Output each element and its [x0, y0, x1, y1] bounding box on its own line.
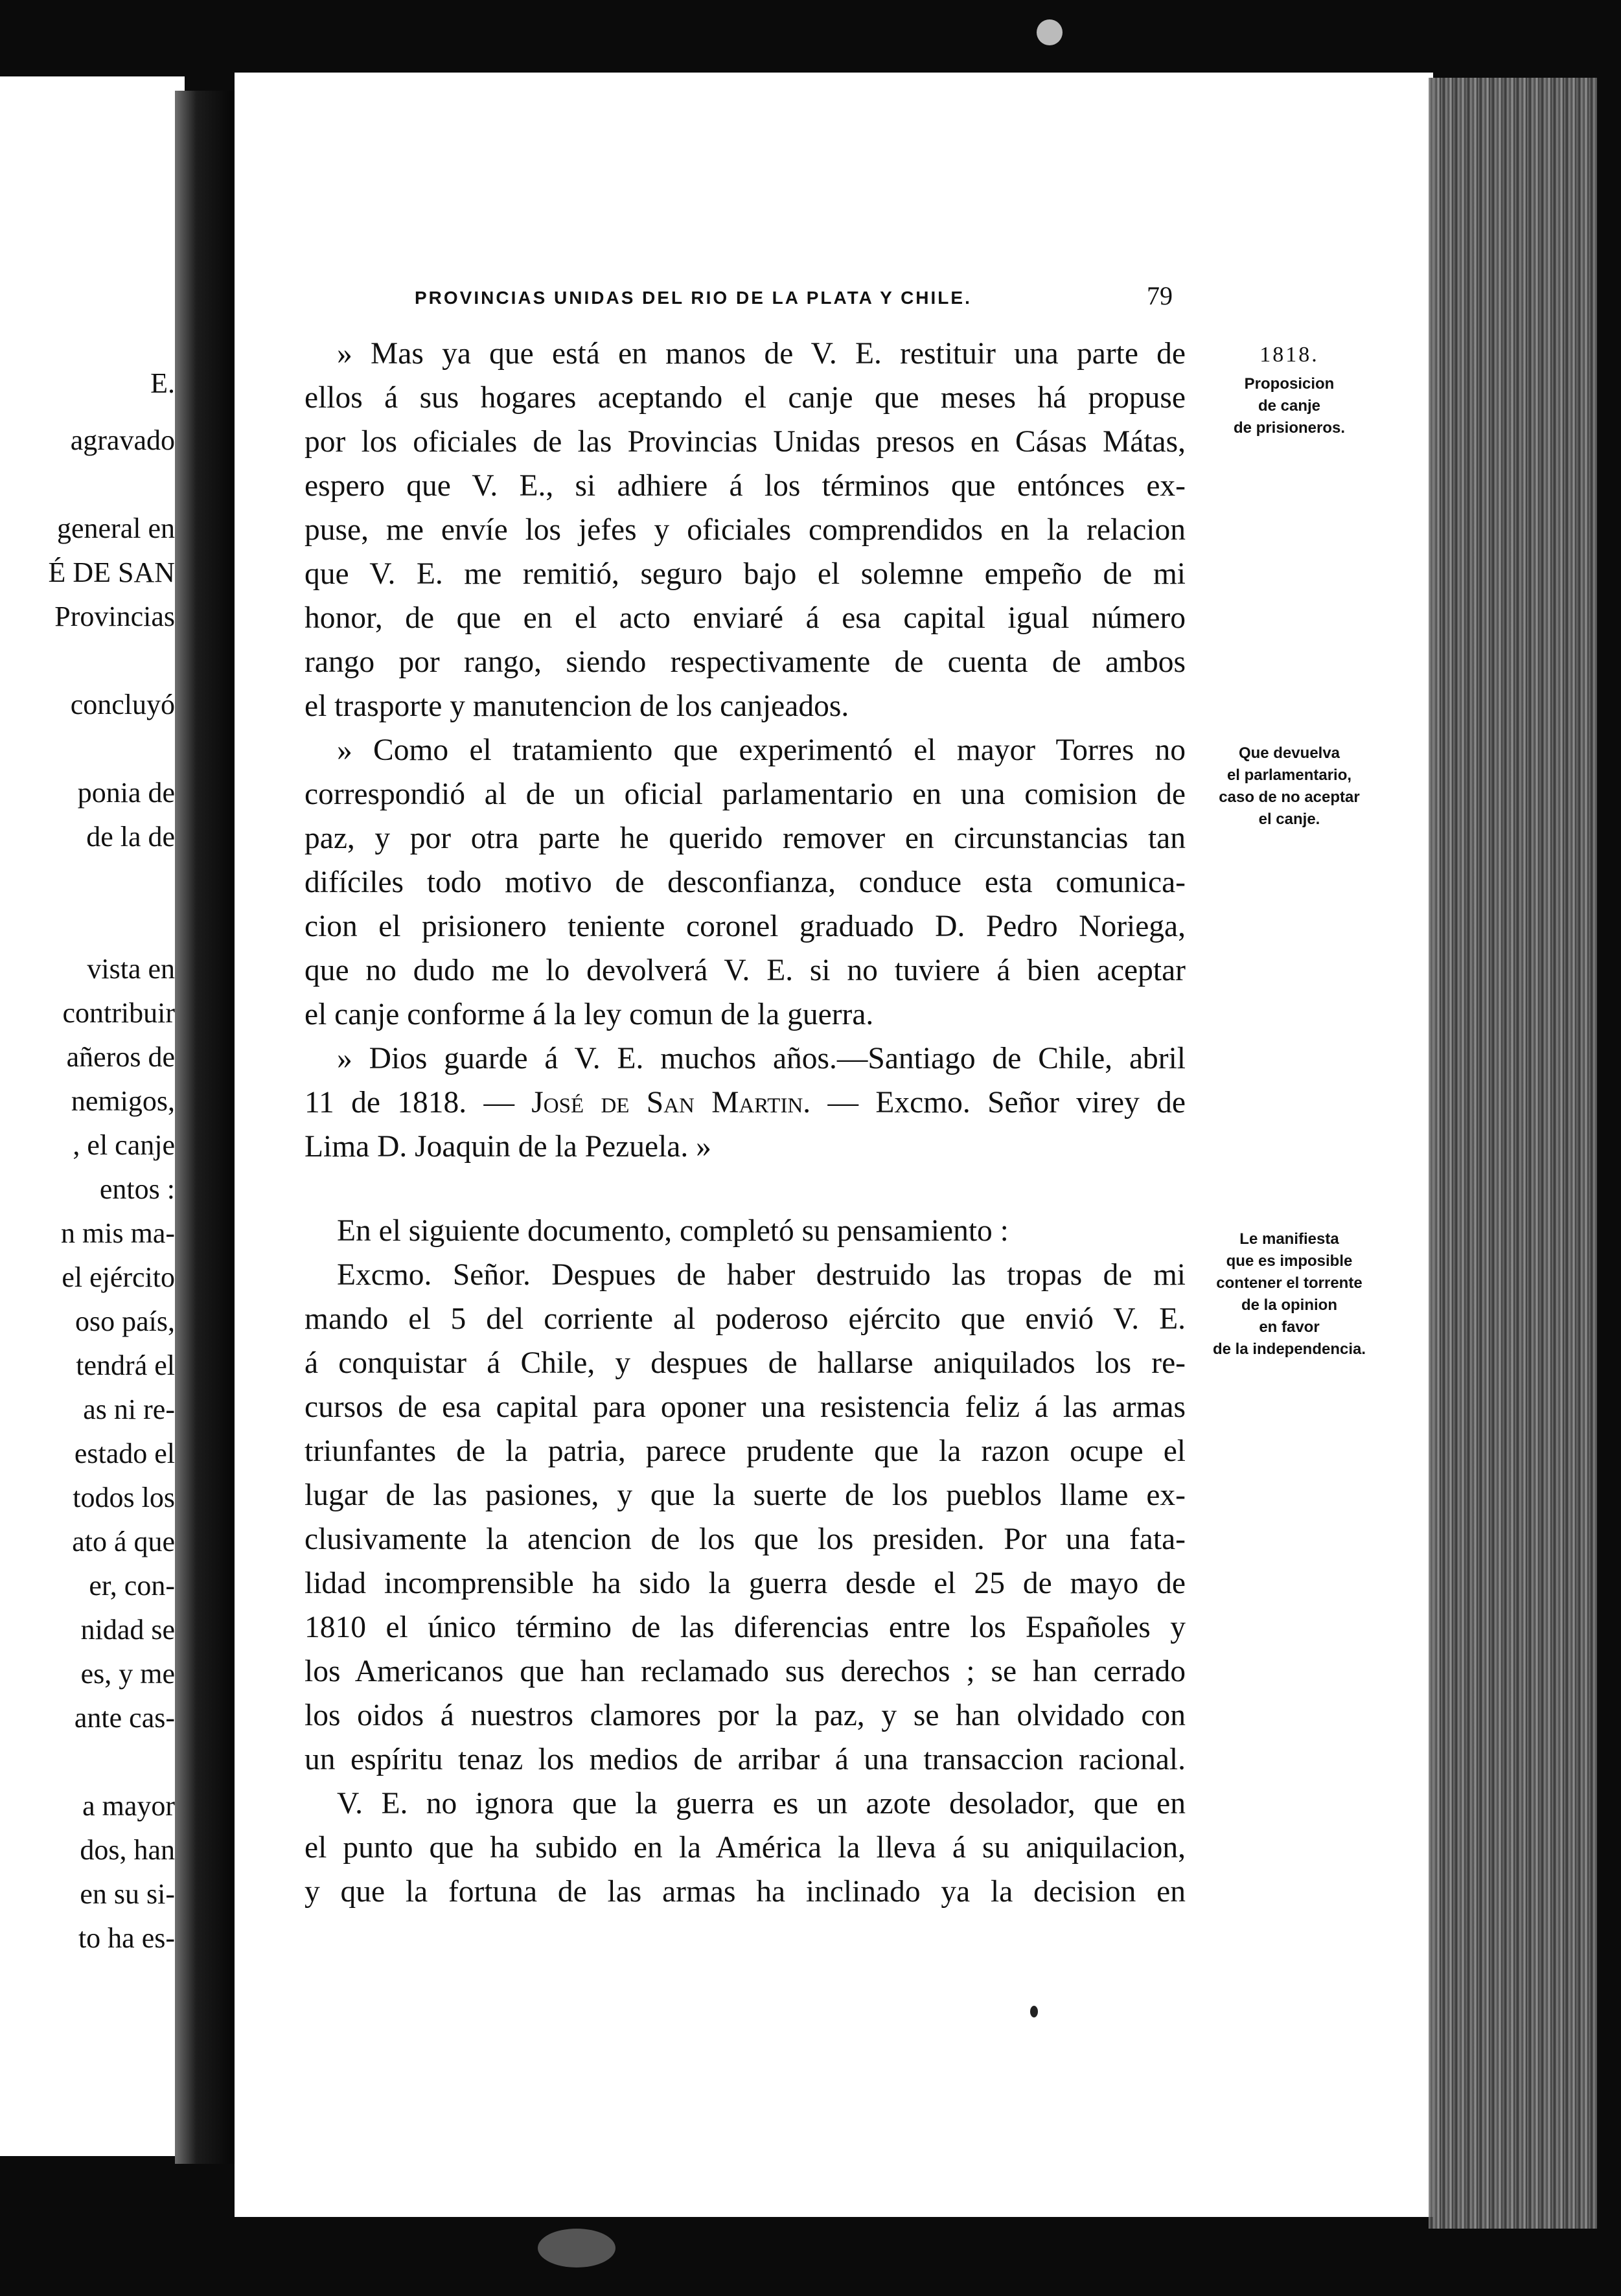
page-edge-shadow [1429, 78, 1597, 2229]
left-page-line: contribuir [62, 997, 175, 1029]
signature-date: 11 de 1818. — [305, 1086, 532, 1119]
body-line: por los oficiales de las Provincias Unidas presos en Cásas Mátas, [305, 425, 1186, 459]
body-line: triunfantes de la patria, parece prudente que la razon ocupe el [305, 1434, 1186, 1468]
margin-note-line: de la opinion [1241, 1296, 1337, 1314]
left-page-line: to ha es- [78, 1922, 175, 1954]
signature-line [305, 1081, 1186, 1125]
margin-note-line: contener el torrente [1216, 1274, 1362, 1292]
body-line: que V. E. me remitió, seguro bajo el solemne empeño de mi [305, 557, 1186, 591]
margin-note-line: Que devuelva [1238, 744, 1340, 762]
margin-note-line: en favor [1259, 1318, 1320, 1336]
margin-note-line: caso de no aceptar [1219, 788, 1360, 806]
ink-speck [1030, 2006, 1038, 2017]
left-page-line: nemigos, [71, 1085, 175, 1117]
signature-rest: — Excmo. Señor virey de [810, 1086, 1186, 1119]
left-page-line: entos : [99, 1173, 175, 1205]
left-page-line: E. [150, 367, 175, 399]
body-line: Lima D. Joaquin de la Pezuela. » [305, 1130, 711, 1164]
left-page-line: Provincias [54, 601, 175, 632]
running-head: PROVINCIAS UNIDAS DEL RIO DE LA PLATA Y CHILE. [415, 288, 972, 308]
body-line: que no dudo me lo devolverá V. E. si no tuviere á bien aceptar [305, 954, 1186, 987]
body-line: lidad incomprensible ha sido la guerra desde el 25 de mayo de [305, 1567, 1186, 1600]
margin-note-line: el canje. [1258, 810, 1320, 828]
body-line: y que la fortuna de las armas ha inclinado ya la decision en [305, 1875, 1186, 1909]
body-line: » Como el tratamiento que experimentó el mayor Torres no [337, 733, 1186, 767]
body-line: » Dios guarde á V. E. muchos años.—Santiago de Chile, abril [337, 1042, 1186, 1075]
body-line: cursos de esa capital para oponer una resistencia feliz á las armas [305, 1390, 1186, 1424]
margin-note-manifiesta [1195, 1228, 1383, 1360]
body-line: el canje conforme á la ley comun de la guerra. [305, 998, 874, 1031]
left-page-line: er, con- [89, 1570, 175, 1601]
body-line: lugar de las pasiones, y que la suerte de los pueblos llame ex- [305, 1478, 1186, 1512]
left-page-line: todos los [73, 1482, 175, 1513]
left-page-line: es, y me [80, 1658, 175, 1690]
body-line: V. E. no ignora que la guerra es un azote desolador, que en [337, 1787, 1186, 1820]
left-page-line: nidad se [80, 1614, 175, 1646]
left-page-line: ponia de [77, 777, 175, 809]
body-line: el punto que ha subido en la América la lleva á su aniquilacion, [305, 1831, 1186, 1865]
page-number: 79 [1147, 281, 1173, 310]
body-line: En el siguiente documento, completó su pensamiento : [337, 1214, 1009, 1248]
left-page-fragment [0, 76, 185, 2156]
left-page-line: estado el [74, 1438, 175, 1469]
left-page-line: concluyó [70, 689, 175, 720]
left-page-line: añeros de [66, 1041, 175, 1073]
body-line: difíciles todo motivo de desconfianza, conduce esta comunica- [305, 866, 1186, 899]
margin-note-line: de canje [1258, 397, 1321, 415]
body-line: ellos á sus hogares aceptando el canje que meses há propuse [305, 381, 1186, 415]
signature-name: José de San Martin. [531, 1086, 811, 1119]
body-line: Excmo. Señor. Despues de haber destruido las tropas de mi [337, 1258, 1186, 1292]
left-page-line: ato á que [72, 1526, 175, 1557]
margin-note-proposicion [1195, 337, 1383, 439]
margin-note-line: de la independencia. [1212, 1340, 1366, 1358]
left-page-line: vista en [87, 953, 175, 985]
body-line: los Americanos que han reclamado sus derechos ; se han cerrado [305, 1655, 1186, 1688]
body-line: cion el prisionero teniente coronel graduado D. Pedro Noriega, [305, 910, 1186, 943]
margin-note-line: Le manifiesta [1239, 1230, 1339, 1248]
left-page-line: n mis ma- [61, 1217, 175, 1249]
body-line: correspondió al de un oficial parlamentario en una comision de [305, 777, 1186, 811]
body-line: mando el 5 del corriente al poderoso ejército que envió V. E. [305, 1302, 1186, 1336]
left-page-line: as ni re- [83, 1394, 175, 1425]
left-page-line: en su si- [80, 1878, 175, 1910]
left-page-line: general en [57, 512, 175, 544]
margin-year: 1818. [1259, 343, 1319, 367]
body-line: rango por rango, siendo respectivamente de cuenta de ambos [305, 645, 1186, 679]
body-line: » Mas ya que está en manos de V. E. restituir una parte de [337, 337, 1186, 371]
body-line: los oidos á nuestros clamores por la paz, y se han olvidado con [305, 1699, 1186, 1732]
left-page-line: el ejército [62, 1261, 175, 1293]
left-page-line: oso país, [75, 1305, 175, 1337]
scan-debris [1037, 19, 1063, 45]
left-page-line: , el canje [73, 1129, 175, 1161]
margin-note-line: Proposicion [1244, 375, 1335, 393]
left-page-line: a mayor [82, 1790, 175, 1822]
body-line: paz, y por otra parte he querido remover en circunstancias tan [305, 821, 1186, 855]
body-line: el trasporte y manutencion de los canjeados. [305, 689, 849, 723]
left-page-line: de la de [86, 821, 175, 853]
body-line: 1810 el único término de las diferencias entre los Españoles y [305, 1611, 1186, 1644]
margin-note-line: el parlamentario, [1226, 766, 1352, 784]
left-page-line: agravado [70, 424, 175, 456]
margin-note-line: de prisioneros. [1233, 419, 1346, 437]
margin-note-line: que es imposible [1226, 1252, 1353, 1270]
body-line: clusivamente la atencion de los que los presiden. Por una fata- [305, 1522, 1186, 1556]
scan-debris [538, 2229, 615, 2267]
body-line: un espíritu tenaz los medios de arribar á una transaccion racional. [305, 1743, 1186, 1776]
body-line: espero que V. E., si adhiere á los términos que entónces ex- [305, 469, 1186, 503]
body-line: puse, me envíe los jefes y oficiales comprendidos en la relacion [305, 513, 1186, 547]
body-line: honor, de que en el acto enviaré á esa capital igual número [305, 601, 1186, 635]
left-page-line: É DE SAN [48, 557, 175, 588]
left-page-line: tendrá el [76, 1349, 175, 1381]
left-page-line: dos, han [80, 1834, 175, 1866]
book-gutter-shadow [175, 91, 236, 2164]
body-line: á conquistar á Chile, y despues de hallarse aniquilados los re- [305, 1346, 1186, 1380]
margin-note-devuelva [1195, 742, 1383, 831]
left-page-line: ante cas- [74, 1702, 175, 1734]
